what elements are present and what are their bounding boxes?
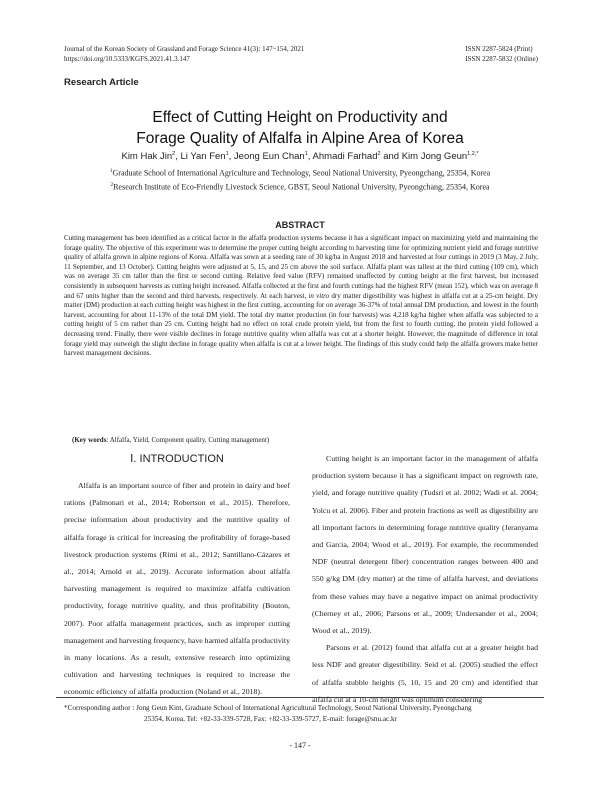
title-line-2: Forage Quality of Alfalfa in Alpine Area of Korea xyxy=(136,130,464,147)
paper-title xyxy=(60,107,540,149)
author-1: Kim Hak Jin xyxy=(121,151,173,163)
abstract-body xyxy=(64,234,538,359)
affiliation-1 xyxy=(60,168,540,178)
keywords-text: : Alfalfa, Yield, Component quality, Cutting management) xyxy=(106,436,270,444)
author-1-affil: 2 xyxy=(172,151,176,157)
author-4-affil: 2 xyxy=(377,151,381,157)
title-line-1: Effect of Cutting Height on Productivity and xyxy=(152,109,448,126)
footnote-divider xyxy=(56,697,544,698)
journal-citation: Journal of the Korean Society of Grassland and Forage Science 41(3): 147~154, 2021 xyxy=(64,45,305,53)
keywords-label: (Key words xyxy=(72,436,107,444)
abstract-heading: ABSTRACT xyxy=(275,220,325,230)
author-3: , Jeong Eun Chan xyxy=(228,151,305,163)
issn-print: ISSN 2287-5824 (Print) xyxy=(465,45,533,53)
affiliation-1-text: Graduate School of International Agriculture and Technology, Seoul National University, Pyeongchang, 25354, Korea xyxy=(112,168,491,178)
footnote-line-1: *Corresponding author : Jong Geun Kim, Graduate School of International Agricultural Technology, Seoul National University, Pyeongchang xyxy=(64,704,472,712)
abstract-text-2: dry matter digestibility was highest in alfalfa cut at a 25-cm height. Dry matter (DM) production at each cutting height was highest in the first cutting, accounting for on average 36-37% of total annual DM production, and lowest in the fourth harvest, accounting for about 11-13% of the total DM yield. The total dry matter production (in four harvests) was 4,218 kg/ha higher when alfalfa was subjected to a cutting height of 5 cm rather than 25 cm. Cutting height had no effect on total crude protein yield, but from the first to fourth cutting, the protein yield followed a decreasing trend. Finally, there were visible declines in forage nutritive quality when alfalfa was cut at a shorter height. However, the magnitude of difference in total forage yield may outweigh the slight decline in forage quality when alfalfa is cut at a lower height. The findings of this study could help the alfalfa growers make better harvest management decisions. xyxy=(64,291,539,358)
author-2: , Li Yan Fen xyxy=(175,151,226,163)
doi-link[interactable]: https://doi.org/10.5333/KGFS.2021.41.3.147 xyxy=(64,55,190,63)
intro-paragraph-1: Alfalfa is an important source of fiber and protein in dairy and beef rations (Palmonari et al., 2014; Robertson et al., 2015). Therefore, precise information about productivity and the nutritive quality of alfalfa forage is critical for increasing the profitability of forage-based livestock production systems (Rimi et al., 2012; Santillano-Cázares et al., 2014; Arnold et al., 2019). Accurate information about alfalfa harvesting management is required to maximize alfalfa cultivation productivity, forage nutritive quality, and thus profitability (Bouton, 2007). Poor alfalfa management practices, such as improper cutting management and harvesting frequency, have harmed alfalfa productivity in many locations. As a result, extensive research into optimizing cultivation and harvesting techniques is required to increase the economic efficiency of alfalfa production (Noland et al., 2018). xyxy=(64,481,290,697)
page-number: - 147 - xyxy=(289,741,311,750)
abstract-text-1: Cutting management has been identified as a critical factor in the alfalfa production systems because it has a significant impact on maximizing yield and maintaining the forage quality. The objective of this experiment was to determine the proper cutting height according to harvesting time for optimizing nutrient yield and forage nutritive quality of alfalfa grown in alpine regions of Korea. Alfalfa was sown at a seeding rate of 30 kg/ha in August 2018 and harvested at four cuttings in 2019 (3 May, 2 July, 11 September, and 13 October). Cutting heights were adjusted at 5, 15, and 25 cm above the soil surface. Alfalfa plant was tallest at the third cutting (109 cm), which was on average 35 cm taller than the first or second cutting. Relative feed value (RFV) remained unaffected by cutting height at the first harvest, but increased consistently in subsequent harvests as cutting height increased. Alfalfa collected at the first and fourth cuttings had the highest RFV (mean 152), which was on average 8 and 67 units higher than the second and third harvests, respectively. At each harvest, xyxy=(64,234,538,300)
author-list xyxy=(60,151,540,162)
affiliation-2 xyxy=(60,182,540,192)
affiliation-2-text: Research Institute of Eco-Friendly Livestock Science, GBST, Seoul National University, Pyeongchang, 25354, Korea xyxy=(113,182,490,192)
affiliation-1-marker: 1 xyxy=(109,168,113,174)
author-3-affil: 1 xyxy=(304,151,308,157)
left-column xyxy=(64,450,290,701)
intro-paragraph-3: Parsons et al. (2012) found that alfalfa cut at a greater height had less NDF and greater digestibility. Seid et al. (2005) studied the effect of alfalfa stubble heights (5, 10, 15 and 20 cm) and identified that alfalfa cut at a 10-cm height was optimum considering xyxy=(312,643,538,704)
abstract-italic: in vitro xyxy=(308,291,330,300)
issn-block xyxy=(465,44,538,64)
affiliation-2-marker: 2 xyxy=(110,182,114,188)
right-column xyxy=(312,450,538,708)
intro-paragraph-2: Cutting height is an important factor in the management of alfalfa production system because it has a significant impact on regrowth rate, yield, and forage nutritive quality (Tudsri et al. 2002; Wadi et al. 2004; Yolcu et al. 2006). Fiber and protein fractions as well as digestibility are all important factors in determining forage nutritive quality (Jeranyama and Garcia, 2004; Wood et al., 2019). For example, the recommended NDF (neutral detergent fiber) concentration ranges between 400 and 550 g/kg DM (dry matter) at the time of alfalfa harvest, and deviations from these values may have a negative impact on animal productivity (Cherney et al., 2006; Parsons et al., 2009; Undersander et al., 2004; Wood et al., 2019). xyxy=(312,454,538,636)
introduction-heading: Ⅰ. INTRODUCTION xyxy=(130,453,224,465)
keywords xyxy=(72,436,269,444)
article-type: Research Article xyxy=(64,77,139,88)
issn-online: ISSN 2287-5832 (Online) xyxy=(465,55,538,63)
author-2-affil: 1 xyxy=(225,151,229,157)
author-5-affil: 1,2,* xyxy=(467,151,479,157)
journal-header xyxy=(64,44,304,64)
author-4: , Ahmadi Farhad xyxy=(307,151,378,163)
footnote-line-2: 25354, Korea, Tel: +82-33-339-5728, Fax: +82-33-339-5727, E-mail: forage@snu.ac.kr xyxy=(144,715,398,723)
corresponding-author-footnote xyxy=(64,703,538,725)
author-5: and Kim Jong Geun xyxy=(380,151,468,163)
